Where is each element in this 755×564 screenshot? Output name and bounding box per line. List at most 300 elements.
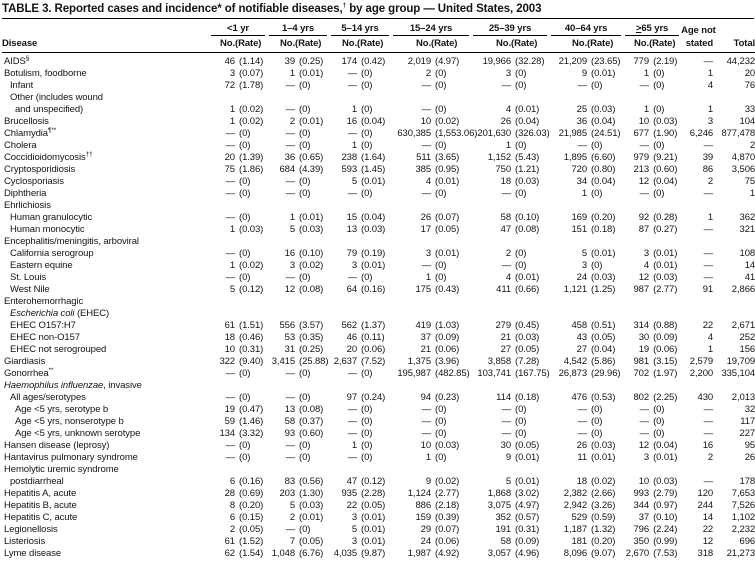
cell-no: 37 — [420, 332, 432, 343]
disease-label: Age <5 yrs, serotype b — [15, 404, 109, 415]
no-subheader-2: No. — [267, 36, 295, 53]
cell-no: — — [577, 80, 588, 91]
cell-no: — — [347, 428, 358, 439]
cell-no: 83 — [284, 476, 296, 487]
cell-no — [623, 296, 649, 308]
cell-total: 696 — [739, 536, 755, 547]
cell-no: — — [285, 176, 296, 187]
age-group-header-3 — [329, 19, 391, 36]
cell-total: 21,273 — [726, 548, 755, 559]
cell-no: 21,209 — [558, 56, 588, 67]
cell-no: 979 — [633, 152, 650, 163]
table-row — [2, 176, 755, 188]
disease-label: AIDS§ — [4, 54, 30, 67]
cell-no: 5 — [505, 476, 512, 487]
cell-rate: (0) — [653, 428, 665, 439]
cell-rate: (0.03) — [361, 224, 386, 235]
cell-total: 33 — [744, 104, 755, 115]
cell-rate: (0) — [239, 452, 251, 463]
cell-no: 10 — [420, 116, 432, 127]
cell-no: 159 — [415, 512, 432, 523]
rate-subheader-4: (Rate) — [431, 36, 471, 53]
table-row — [2, 392, 755, 404]
cell-rate: (0) — [299, 80, 311, 91]
cell-total: 2,013 — [731, 392, 755, 403]
table-row — [2, 308, 755, 320]
cell-age-not-stated: 39 — [702, 152, 714, 163]
cell-no: — — [421, 428, 432, 439]
cell-rate: (7.53) — [653, 548, 678, 559]
cell-no — [471, 380, 511, 392]
cell-rate: (0.01) — [299, 116, 324, 127]
no-subheader-6: No. — [549, 36, 587, 53]
cell-total: 2,866 — [731, 284, 755, 295]
cell-no — [391, 380, 431, 392]
cell-rate: (0.01) — [653, 248, 678, 259]
cell-no: 1 — [229, 224, 235, 235]
footnote-marker: †† — [85, 150, 93, 158]
cell-rate: (0.46) — [239, 332, 264, 343]
cell-rate: (0) — [239, 392, 251, 403]
cell-total — [713, 464, 755, 476]
cell-no: 3,057 — [487, 548, 512, 559]
cell-rate: (0) — [239, 272, 251, 283]
table-row — [2, 332, 755, 344]
disease-column-spacer — [2, 19, 209, 36]
cell-no: 1 — [581, 188, 588, 199]
cell-no: 6 — [229, 512, 235, 523]
cell-no: 3,858 — [487, 356, 512, 367]
cell-rate: (0.04) — [591, 116, 616, 127]
cell-age-not-stated: 6,246 — [689, 128, 714, 139]
cell-total: 2,232 — [731, 524, 755, 535]
disease-label: Gonorrhea** — [4, 366, 54, 379]
cell-rate: (0.01) — [515, 476, 540, 487]
cell-rate: (0) — [591, 80, 603, 91]
cell-total: 362 — [739, 212, 755, 223]
cell-no: 886 — [415, 500, 432, 511]
cell-no: 981 — [633, 356, 650, 367]
cell-no: — — [285, 440, 296, 451]
age-group-header-1 — [209, 19, 267, 36]
cell-no: 27 — [576, 344, 588, 355]
cell-no: 53 — [284, 332, 296, 343]
cell-no: 3 — [505, 68, 512, 79]
cell-rate: (0) — [239, 176, 251, 187]
cell-rate: (0.03) — [653, 272, 678, 283]
cell-rate — [295, 380, 329, 392]
cell-rate: (0) — [239, 248, 251, 259]
cell-rate: (4.92) — [435, 548, 460, 559]
table-row — [2, 248, 755, 260]
cell-rate: (0.01) — [515, 452, 540, 463]
cell-rate: (1.45) — [361, 164, 386, 175]
cell-total: 335,104 — [721, 368, 755, 379]
cell-rate: (0) — [299, 452, 311, 463]
cell-rate: (0) — [361, 368, 373, 379]
rate-subheader-7: (Rate) — [649, 36, 681, 53]
cell-rate: (0.20) — [591, 536, 616, 547]
cell-no: 1 — [351, 104, 358, 115]
cell-no: — — [421, 260, 432, 271]
table-row — [2, 428, 755, 440]
cell-rate — [295, 308, 329, 320]
cell-no: 1,187 — [563, 524, 588, 535]
cell-total: 104 — [739, 116, 755, 127]
cell-rate: (0.42) — [361, 56, 386, 67]
cell-rate: (24.51) — [591, 128, 621, 139]
cell-rate: (1.21) — [515, 164, 540, 175]
table-row — [2, 104, 755, 116]
cell-no — [329, 200, 357, 212]
cell-no — [329, 464, 357, 476]
cell-rate — [587, 464, 623, 476]
disease-label: EHEC O157:H7 — [10, 320, 76, 331]
cell-rate: (0.02) — [239, 104, 264, 115]
cell-no: 1 — [229, 260, 235, 271]
cell-no: 750 — [495, 164, 512, 175]
cell-no: 28 — [224, 488, 235, 499]
cell-total: 877,478 — [721, 128, 755, 139]
cell-no: 18 — [576, 476, 588, 487]
cell-total: 2,671 — [731, 320, 755, 331]
cell-no: — — [639, 416, 650, 427]
table-row — [2, 92, 755, 104]
cell-no: — — [501, 404, 512, 415]
cell-total — [713, 236, 755, 248]
cell-age-not-stated: 2,579 — [689, 356, 714, 367]
table-row — [2, 488, 755, 500]
cell-rate: (0) — [361, 452, 373, 463]
cell-rate: (0) — [435, 80, 447, 91]
cell-rate: (0) — [361, 188, 373, 199]
cell-rate: (0.01) — [435, 176, 460, 187]
cell-rate — [587, 308, 623, 320]
cell-no — [209, 380, 235, 392]
cell-no: 72 — [224, 80, 235, 91]
cell-no: 2,637 — [333, 356, 358, 367]
cell-rate — [431, 296, 471, 308]
cell-age-not-stated: 1 — [707, 104, 714, 115]
cell-total: 14 — [744, 260, 755, 271]
cell-no: — — [639, 404, 650, 415]
cell-rate: (9.40) — [239, 356, 264, 367]
cell-no: 511 — [416, 152, 432, 163]
cell-rate — [357, 464, 391, 476]
cell-age-not-stated: 2 — [707, 452, 714, 463]
disease-label: Hansen disease (leprosy) — [4, 440, 110, 451]
disease-label: Lyme disease — [4, 548, 62, 559]
cell-no: — — [421, 140, 432, 151]
disease-label: and unspecified) — [15, 104, 84, 115]
cell-no: — — [285, 188, 296, 199]
cell-no: 30 — [500, 440, 512, 451]
cell-age-not-stated — [681, 200, 713, 212]
disease-label: Other (includes wound — [10, 92, 103, 103]
table-row — [2, 548, 755, 560]
cell-no: 19,966 — [482, 56, 512, 67]
cell-rate: (0) — [515, 260, 527, 271]
disease-label-italic: Haemophilus influenzae — [4, 380, 104, 391]
cell-no: 43 — [576, 332, 588, 343]
cell-rate: (0.97) — [653, 500, 678, 511]
cell-no: 7 — [289, 536, 296, 547]
disease-label: postdiarrheal — [10, 476, 64, 487]
cell-no: 993 — [633, 488, 650, 499]
cell-rate: (0) — [361, 80, 373, 91]
age-group-header-7 — [623, 19, 681, 36]
cell-rate: (0.20) — [239, 500, 264, 511]
cell-no — [471, 236, 511, 248]
cell-no: 12 — [638, 176, 650, 187]
cell-no: 1,987 — [407, 548, 432, 559]
table-row — [2, 380, 755, 392]
no-subheader-7: No. — [623, 36, 649, 53]
disease-label: Human monocytic — [10, 224, 85, 235]
cell-rate: (0) — [361, 404, 373, 415]
table-row — [2, 188, 755, 200]
cell-no: 2,019 — [407, 56, 432, 67]
cell-no: 3 — [425, 248, 432, 259]
cell-no: 1 — [643, 104, 650, 115]
disease-label: Age <5 yrs, unknown serotype — [15, 428, 141, 439]
cell-rate: (2.24) — [653, 524, 678, 535]
cell-no: 93 — [284, 428, 296, 439]
cell-no: 279 — [495, 320, 512, 331]
cell-no: 61 — [224, 320, 235, 331]
cell-rate — [431, 308, 471, 320]
cell-rate: (0.60) — [299, 428, 324, 439]
cell-age-not-stated: — — [703, 272, 714, 283]
cell-no: 322 — [219, 356, 235, 367]
cell-no — [267, 380, 295, 392]
cell-no: 92 — [638, 212, 650, 223]
cell-rate: (0) — [435, 404, 447, 415]
disease-label-italic: Escherichia coli — [10, 308, 75, 319]
cell-rate — [295, 296, 329, 308]
cell-rate: (0.01) — [361, 536, 386, 547]
cell-rate: (0) — [361, 416, 373, 427]
cell-rate: (0.37) — [299, 416, 324, 427]
cell-no: 79 — [346, 248, 358, 259]
cell-no — [623, 200, 649, 212]
cell-no: — — [421, 104, 432, 115]
cell-no: 3 — [351, 260, 358, 271]
cell-no: — — [577, 404, 588, 415]
age-group-label: <1 yr — [211, 23, 265, 36]
cell-rate — [431, 380, 471, 392]
cell-no — [623, 236, 649, 248]
table-row — [2, 284, 755, 296]
cell-no — [209, 92, 235, 104]
cell-no — [471, 464, 511, 476]
cell-rate: (0.27) — [653, 224, 678, 235]
cell-rate: (0.03) — [591, 104, 616, 115]
cell-no: 19 — [224, 404, 235, 415]
cell-rate: (0) — [591, 404, 603, 415]
cell-age-not-stated: — — [703, 224, 714, 235]
cell-total — [713, 380, 755, 392]
cell-rate: (0.80) — [591, 164, 616, 175]
cell-rate — [357, 380, 391, 392]
cell-no: 2,382 — [563, 488, 588, 499]
cell-rate: (1.14) — [239, 56, 264, 67]
cell-rate: (0.69) — [239, 488, 264, 499]
cell-rate: (326.03) — [515, 128, 550, 139]
cell-rate: (0.31) — [239, 344, 264, 355]
cell-rate: (0) — [591, 260, 603, 271]
cell-no: 2 — [229, 524, 235, 535]
cell-no: 1 — [229, 104, 235, 115]
cell-rate: (4.39) — [299, 164, 324, 175]
cell-rate: (9.07) — [591, 548, 616, 559]
cell-rate: (0.04) — [591, 176, 616, 187]
cell-rate: (0) — [239, 188, 251, 199]
cell-no: 3 — [229, 68, 235, 79]
cell-no — [329, 236, 357, 248]
cell-no: — — [347, 80, 358, 91]
cell-no: 29 — [420, 524, 432, 535]
cell-no: 4,542 — [563, 356, 588, 367]
cell-no: 987 — [633, 284, 650, 295]
cell-rate: (0) — [653, 140, 665, 151]
cell-no: 47 — [500, 224, 512, 235]
notifiable-diseases-table — [2, 19, 755, 560]
cell-rate: (0) — [435, 428, 447, 439]
cell-rate: (1.86) — [239, 164, 264, 175]
cell-rate: (1.03) — [435, 320, 460, 331]
cell-rate: (3.65) — [435, 152, 460, 163]
cell-no: — — [285, 104, 296, 115]
cell-rate: (0) — [239, 140, 251, 151]
cell-no: 174 — [341, 56, 358, 67]
cell-rate: (4.96) — [515, 548, 540, 559]
cell-rate: (0.24) — [361, 392, 386, 403]
cell-no: 4 — [505, 104, 512, 115]
cell-rate: (6.60) — [591, 152, 616, 163]
table-row — [2, 212, 755, 224]
table-row — [2, 440, 755, 452]
cell-no: 19 — [638, 344, 650, 355]
cell-no — [623, 92, 649, 104]
cell-no: 3 — [643, 452, 650, 463]
rate-subheader-2: (Rate) — [295, 36, 329, 53]
cell-age-not-stated: — — [703, 404, 714, 415]
cell-no: 24 — [576, 272, 588, 283]
cell-no: — — [347, 188, 358, 199]
cell-no: 58 — [500, 212, 512, 223]
cell-no: 58 — [284, 416, 296, 427]
disease-label: EHEC non-O157 — [10, 332, 80, 343]
cell-rate: (0.02) — [299, 260, 324, 271]
cell-rate: (2.18) — [435, 500, 460, 511]
cell-age-not-stated: 12 — [702, 536, 714, 547]
cell-no: — — [285, 392, 296, 403]
cell-no: 201,630 — [477, 128, 512, 139]
table-row — [2, 152, 755, 164]
cell-rate — [587, 380, 623, 392]
cell-no — [209, 200, 235, 212]
cell-rate: (0.88) — [653, 320, 678, 331]
cell-rate: (0.01) — [361, 512, 386, 523]
cell-no: 3,075 — [487, 500, 512, 511]
cell-rate: (0.01) — [299, 68, 324, 79]
cell-rate — [587, 236, 623, 248]
cell-no: — — [225, 140, 235, 151]
cell-no: — — [421, 80, 432, 91]
disease-label: Encephalitis/meningitis, arboviral — [4, 236, 139, 247]
cell-rate — [357, 200, 391, 212]
cell-no: 1,121 — [563, 284, 588, 295]
cell-rate — [431, 200, 471, 212]
cell-rate: (0.01) — [515, 104, 540, 115]
cell-no: 1,152 — [487, 152, 512, 163]
cell-no: 61 — [224, 536, 235, 547]
cell-total: 108 — [739, 248, 755, 259]
table-row — [2, 128, 755, 140]
cell-age-not-stated: 22 — [702, 524, 714, 535]
table-row — [2, 452, 755, 464]
disease-label: Hemolytic uremic syndrome — [4, 464, 119, 475]
cell-no — [209, 296, 235, 308]
cell-rate — [235, 380, 267, 392]
cell-no: 75 — [224, 164, 235, 175]
cell-no — [329, 308, 357, 320]
cell-no — [471, 296, 511, 308]
disease-label: Age <5 yrs, nonserotype b — [15, 416, 124, 427]
cell-no: 1 — [425, 452, 432, 463]
table-row — [2, 344, 755, 356]
cell-no: — — [225, 188, 235, 199]
cell-no: 593 — [341, 164, 358, 175]
cell-rate: (0.10) — [653, 512, 678, 523]
cell-rate: (0.02) — [591, 476, 616, 487]
cell-no: 9 — [581, 68, 588, 79]
cell-no: 1 — [289, 212, 296, 223]
disease-label: Hepatitis C, acute — [4, 512, 78, 523]
cell-no: 10 — [638, 476, 650, 487]
cell-rate: (4.97) — [515, 500, 540, 511]
cell-rate: (0.05) — [299, 536, 324, 547]
cell-total: 7,526 — [731, 500, 755, 511]
cell-rate: (3.02) — [515, 488, 540, 499]
cell-no: 352 — [495, 512, 512, 523]
cell-no: 476 — [571, 392, 588, 403]
cell-rate: (0.18) — [591, 224, 616, 235]
table-row — [2, 512, 755, 524]
cell-no: 935 — [341, 488, 358, 499]
cell-no: 20 — [224, 152, 235, 163]
cell-rate: (0.35) — [299, 332, 324, 343]
cell-rate: (0.08) — [299, 284, 324, 295]
cell-no: 796 — [633, 524, 650, 535]
cell-no — [391, 464, 431, 476]
disease-column-header: Disease — [2, 36, 209, 53]
cell-no: — — [577, 428, 588, 439]
cell-rate: (2.19) — [653, 56, 678, 67]
cell-no: 5 — [289, 500, 296, 511]
cell-rate: (0.95) — [435, 164, 460, 175]
cell-no: 4,035 — [333, 548, 358, 559]
cell-rate: (25.88) — [299, 356, 329, 367]
cell-rate: (0.18) — [515, 392, 540, 403]
cell-total: 156 — [739, 344, 755, 355]
cell-age-not-stated: 318 — [697, 548, 714, 559]
cell-no: 677 — [633, 128, 650, 139]
cell-rate: (4.97) — [435, 56, 460, 67]
cell-total: 252 — [739, 332, 755, 343]
cell-rate: (0.25) — [299, 56, 324, 67]
